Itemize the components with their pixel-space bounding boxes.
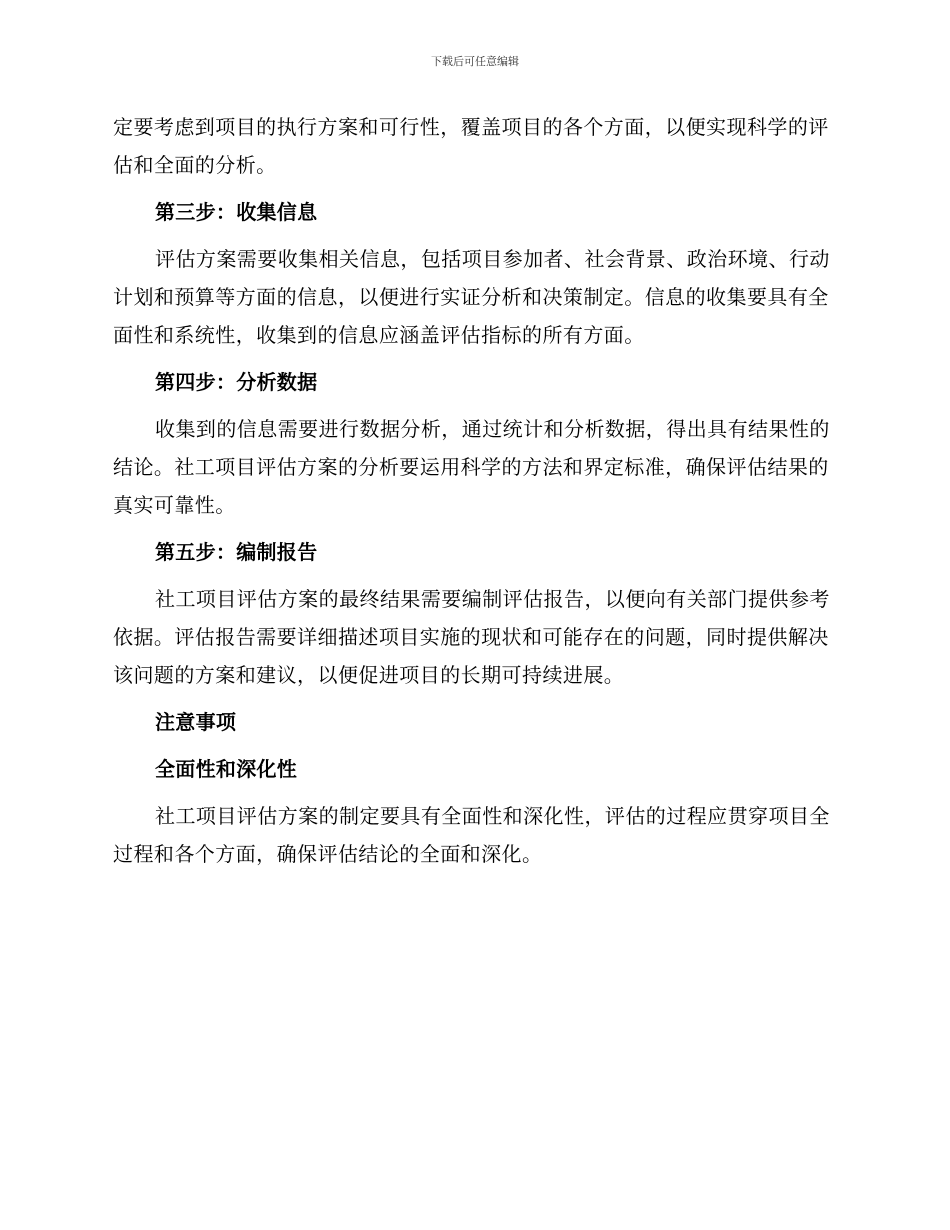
notes-subheading: 全面性和深化性 xyxy=(155,757,298,781)
step4-heading: 第四步：分析数据 xyxy=(155,370,318,394)
step4-paragraph: 收集到的信息需要进行数据分析，通过统计和分析数据，得出具有结果性的结论。社工项目评估方案的分析要运用科学的方法和界定标准，确保评估结果的真实可靠性。 xyxy=(113,417,830,517)
notes-paragraph: 社工项目评估方案的制定要具有全面性和深化性，评估的过程应贯穿项目全过程和各个方面，确保评估结论的全面和深化。 xyxy=(113,804,830,866)
step5-heading: 第五步：编制报告 xyxy=(155,540,318,564)
intro-paragraph: 定要考虑到项目的执行方案和可行性，覆盖项目的各个方面，以便实现科学的评估和全面的分析。 xyxy=(113,115,829,177)
step3-paragraph: 评估方案需要收集相关信息，包括项目参加者、社会背景、政治环境、行动计划和预算等方面的信息，以便进行实证分析和决策制定。信息的收集要具有全面性和系统性，收集到的信息应涵盖评估指标的所有方面。 xyxy=(113,247,830,347)
step3-heading: 第三步：收集信息 xyxy=(155,200,318,224)
page-header: 下载后可任意编辑 xyxy=(431,55,519,68)
notes-heading: 注意事项 xyxy=(155,710,237,734)
step5-paragraph: 社工项目评估方案的最终结果需要编制评估报告，以便向有关部门提供参考依据。评估报告需要详细描述项目实施的现状和可能存在的问题，同时提供解决该问题的方案和建议，以便促进项目的长期可持续进展。 xyxy=(113,587,830,687)
document-body xyxy=(113,108,833,873)
